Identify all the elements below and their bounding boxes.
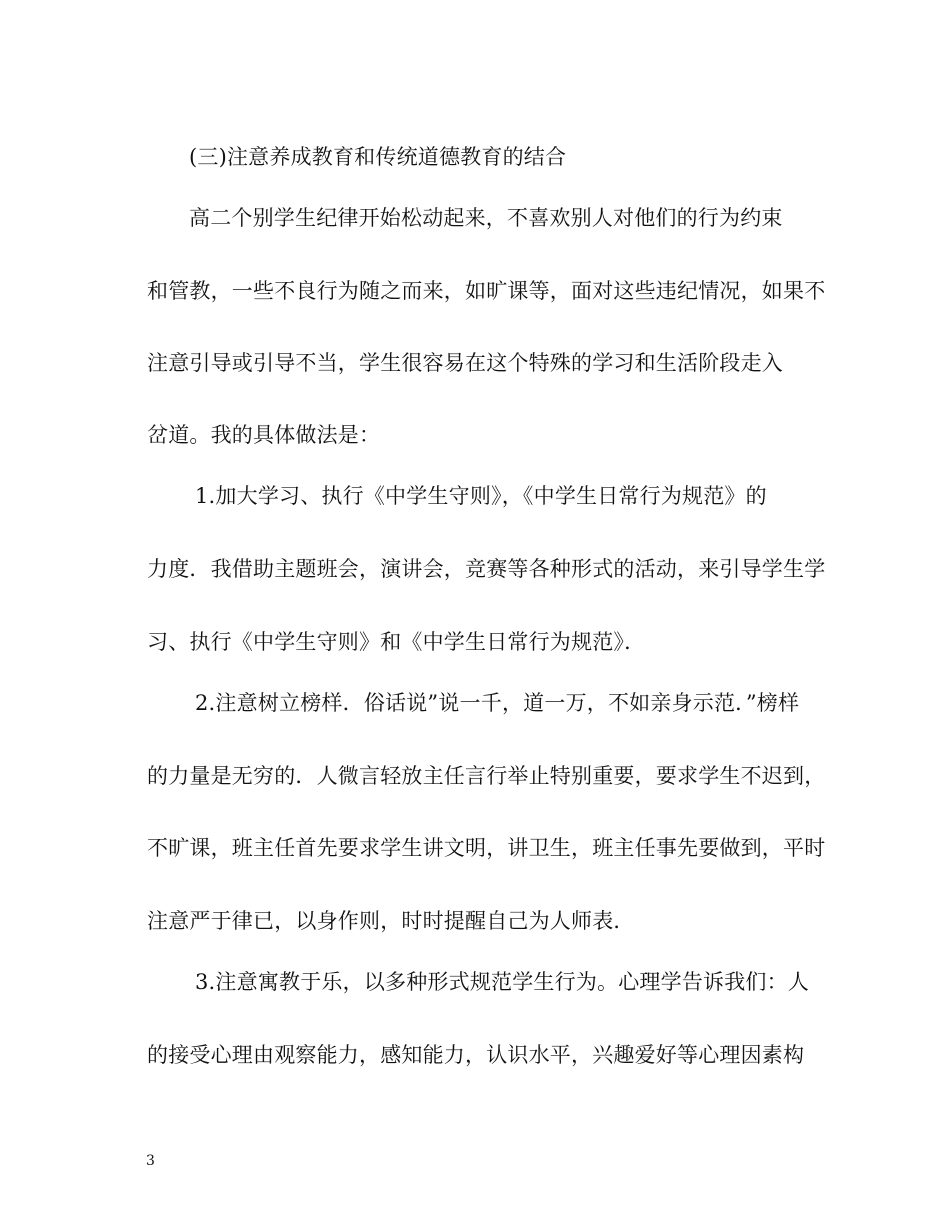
page-number: 3: [146, 1153, 155, 1169]
list-item-line: 习、执行《中学生守则》和《中学生日常行为规范》．: [147, 630, 646, 654]
paragraph-line: 和管教，一些不良行为随之而来，如旷课等，面对这些违纪情况，如果不: [147, 279, 826, 303]
list-item-line: 不旷课，班主任首先要求学生讲文明，讲卫生，班主任事先要做到，平时: [147, 836, 826, 860]
paragraph-line: 高二个别学生纪律开始松动起来，不喜欢别人对他们的行为约束: [189, 206, 783, 230]
list-item-line: 的力量是无穷的．人微言轻放主任言行举止特别重要，要求学生不迟到，: [147, 764, 826, 788]
paragraph-line: 岔道。我的具体做法是：: [147, 423, 381, 447]
section-heading: (三)注意养成教育和传统道德教育的结合: [189, 145, 567, 169]
list-item-line: 1.加大学习、执行《中学生守则》，《中学生日常行为规范》的: [195, 484, 767, 508]
list-item-line: 力度．我借助主题班会，演讲会，竞赛等各种形式的活动，来引导学生学: [147, 557, 826, 581]
list-item-line: 注意严于律已，以身作则，时时提醒自己为人师表．: [147, 909, 635, 933]
list-item-line: 3.注意寓教于乐，以多种形式规范学生行为。心理学告诉我们：人: [195, 970, 810, 994]
list-item-line: 的接受心理由观察能力，感知能力，认识水平，兴趣爱好等心理因素构: [147, 1043, 805, 1067]
paragraph-line: 注意引导或引导不当，学生很容易在这个特殊的学习和生活阶段走入: [147, 351, 783, 375]
list-item-line: 2.注意树立榜样．俗话说”说一千，道一万，不如亲身示范．”榜样: [195, 691, 800, 715]
